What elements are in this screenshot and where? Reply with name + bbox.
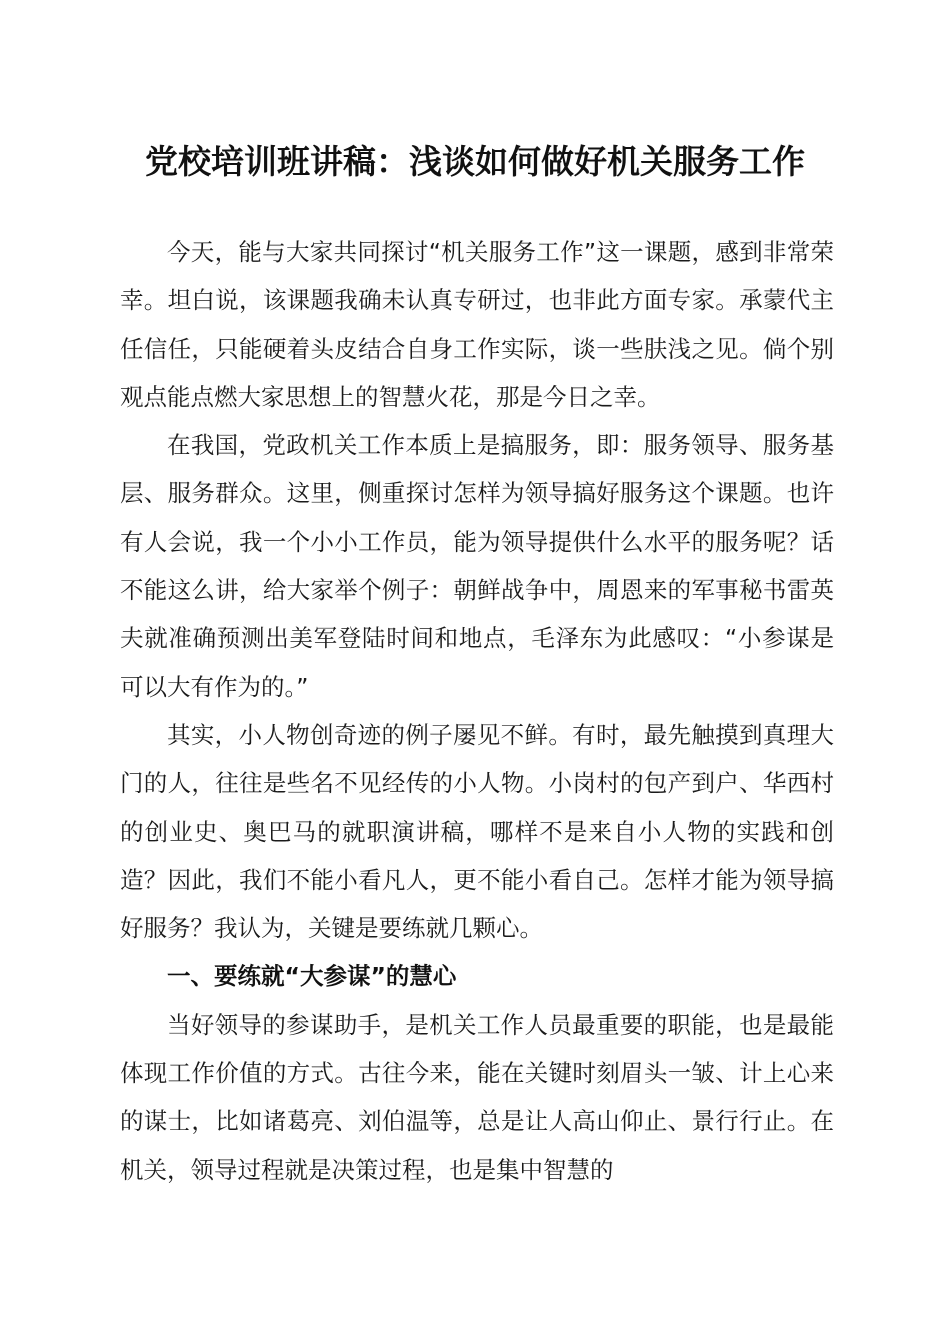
paragraph-small-people: 其实，小人物创奇迹的例子屡见不鲜。有时，最先触摸到真理大门的人，往往是些名不见经传的小人物。小岗村的包产到户、华西村的创业史、奥巴马的就职演讲稿，哪样不是来自小人物的实践和创造？因此，我们不能小看凡人，更不能小看自己。怎样才能为领导搞好服务？我认为，关键是要练就几颗心。 [120, 720, 834, 943]
section-heading: 一、要练就“大参谋”的慧心 [167, 962, 457, 991]
document-title: 党校培训班讲稿：浅谈如何做好机关服务工作 [145, 142, 805, 181]
document-body [120, 228, 834, 1194]
paragraph-section-one: 当好领导的参谋助手，是机关工作人员最重要的职能，也是最能体现工作价值的方式。古往今来，能在关键时刻眉头一皱、计上心来的谋士，比如诸葛亮、刘伯温等，总是让人高山仰止、景行行止。在机关，领导过程就是决策过程，也是集中智慧的 [120, 1010, 834, 1184]
paragraph-intro: 今天，能与大家共同探讨“机关服务工作”这一课题，感到非常荣幸。坦白说，该课题我确未认真专研过，也非此方面专家。承蒙代主任信任，只能硬着头皮结合自身工作实际，谈一些肤浅之见。倘个别观点能点燃大家思想上的智慧火花，那是今日之幸。 [120, 238, 834, 411]
paragraph-service-nature: 在我国，党政机关工作本质上是搞服务，即：服务领导、服务基层、服务群众。这里，侧重探讨怎样为领导搞好服务这个课题。也许有人会说，我一个小小工作员，能为领导提供什么水平的服务呢？话不能这么讲，给大家举个例子：朝鲜战争中，周恩来的军事秘书雷英夫就准确预测出美军登陆时间和地点，毛泽东为此感叹：“小参谋是可以大有作为的。” [120, 431, 834, 701]
